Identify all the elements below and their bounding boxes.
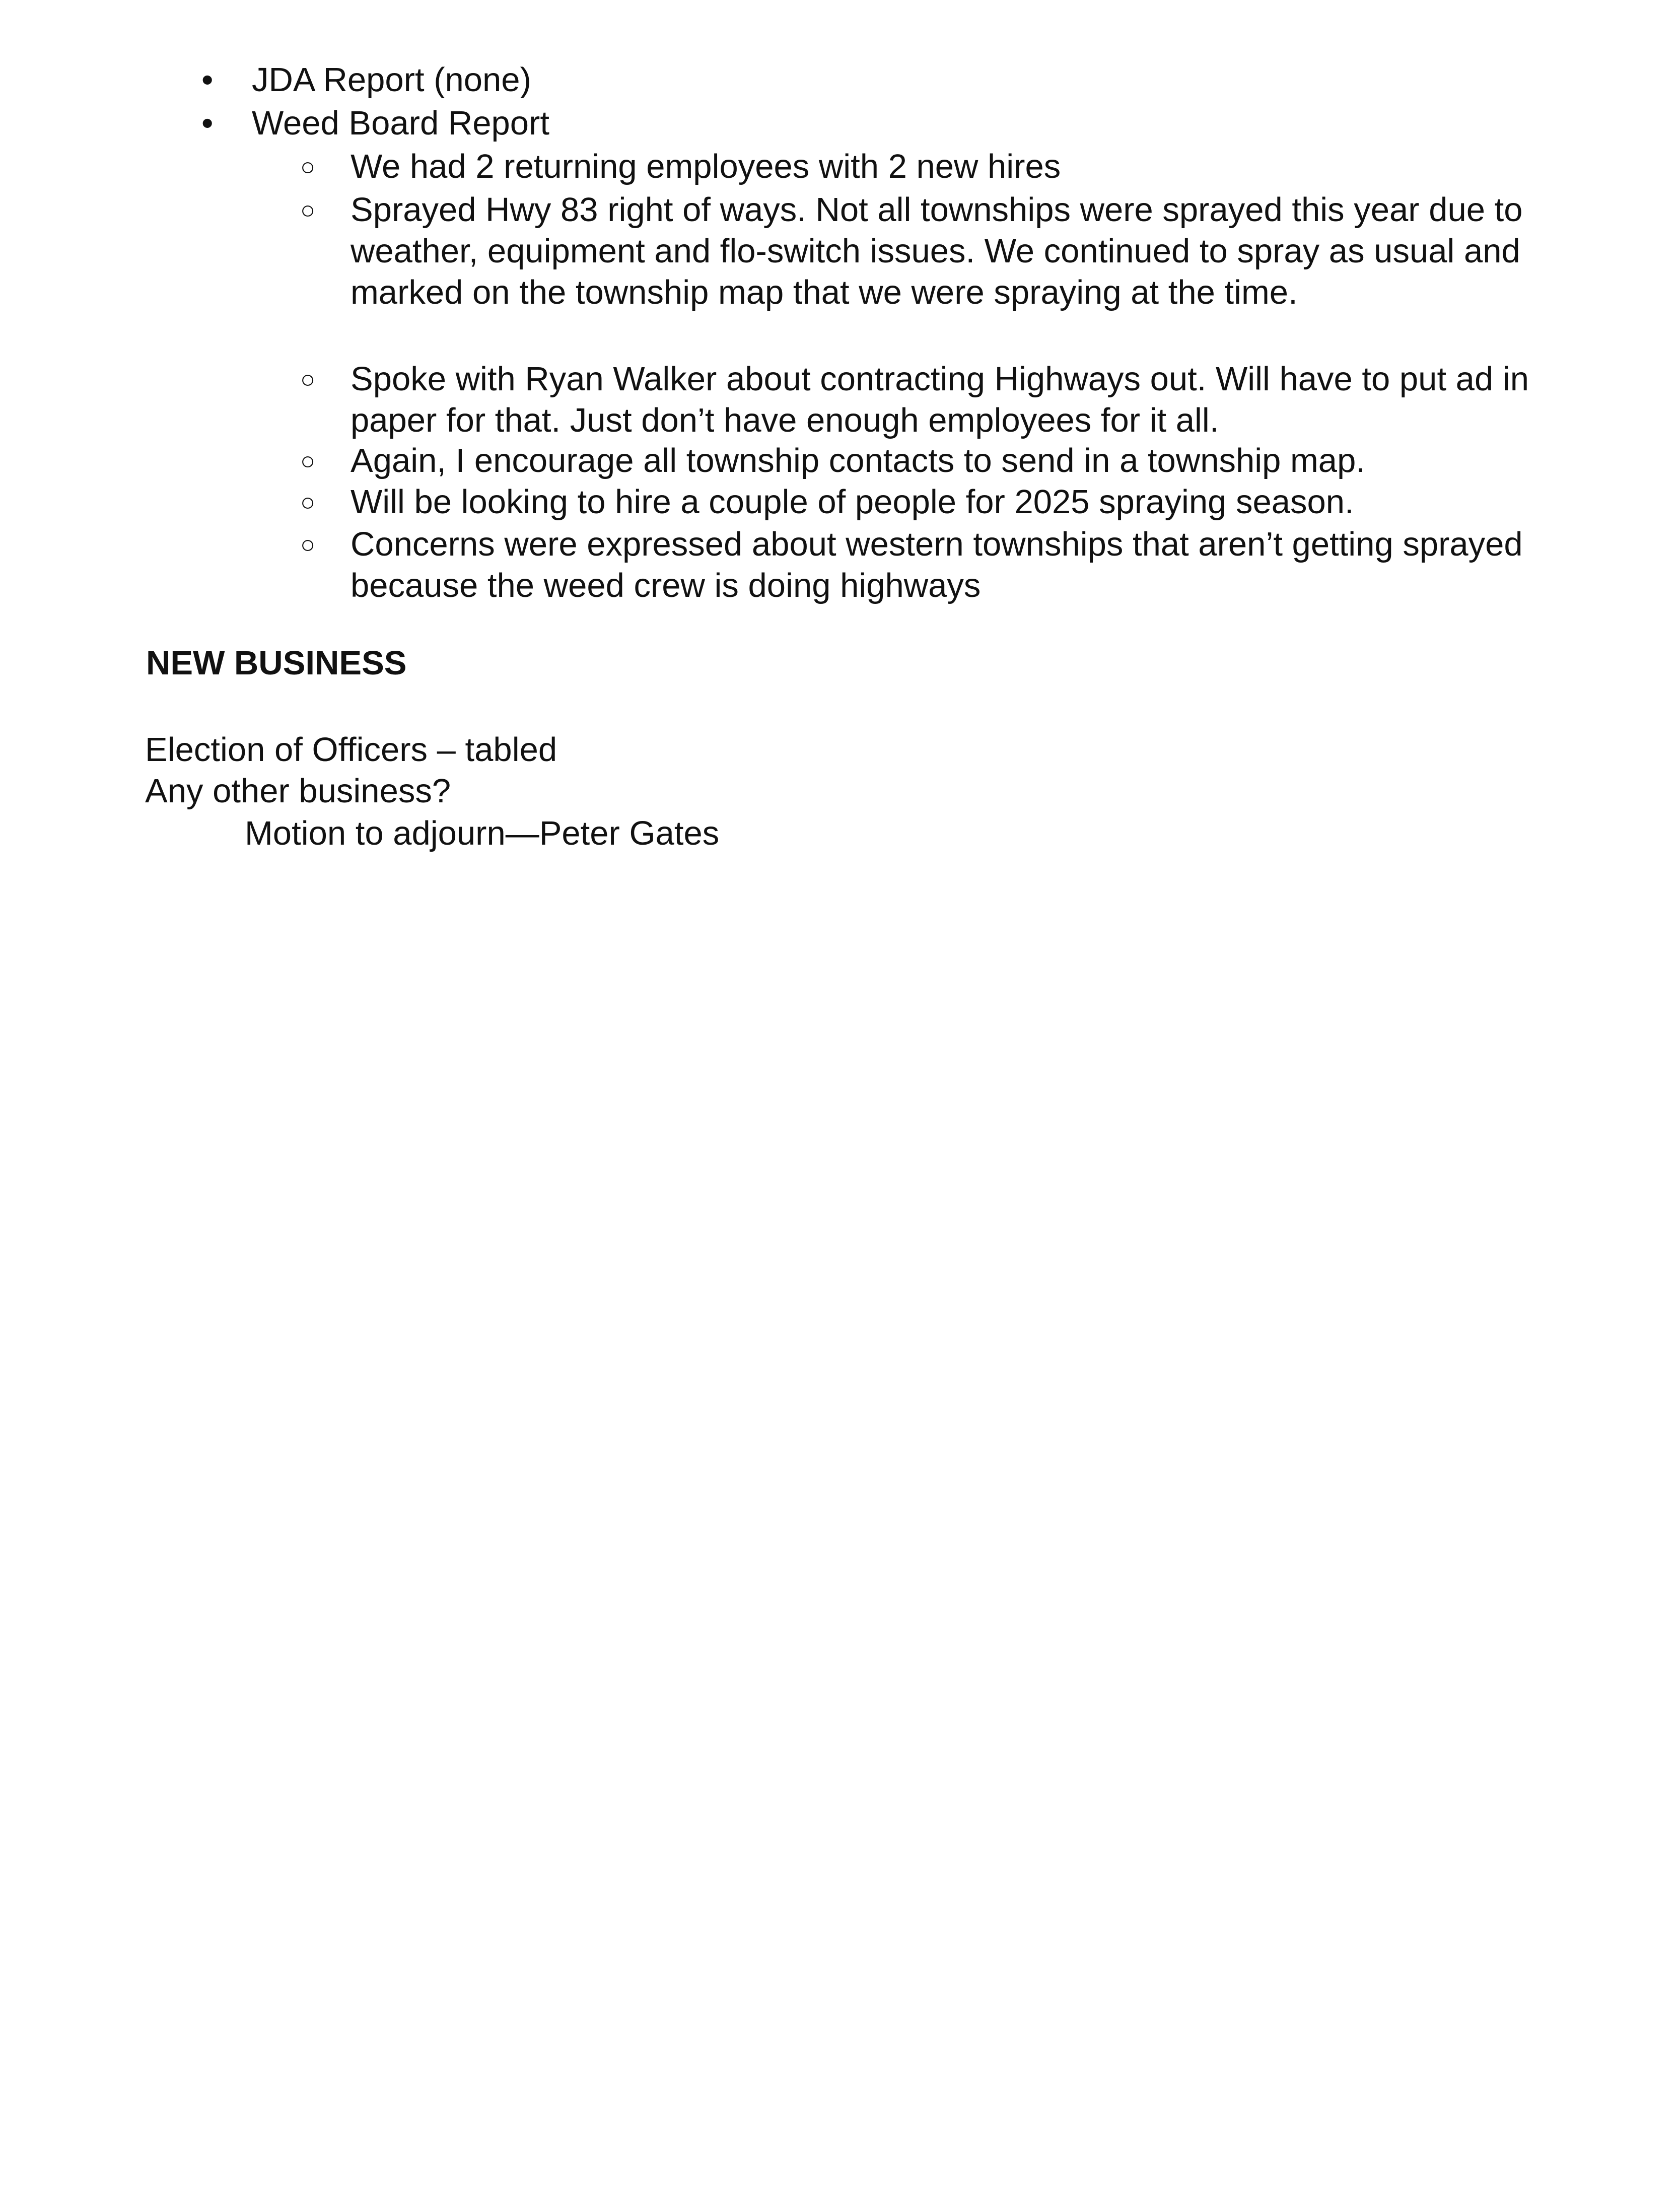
sub-item-hiring: [300, 482, 1544, 523]
sub-item-text: Sprayed Hwy 83 right of ways. Not all townships were sprayed this year due to weather, equipment and flo-switch issues. We continued to spray as usual and marked on the township map that we were spraying at the time.: [351, 191, 1523, 311]
bullet-text: JDA Report (none): [252, 61, 531, 99]
circle-bullet-icon: ○: [300, 153, 316, 181]
bullet-jda-report: [201, 59, 531, 101]
election-of-officers: Election of Officers – tabled: [145, 731, 557, 769]
bullet-text: Weed Board Report: [252, 104, 549, 142]
bullet-icon: •: [201, 104, 214, 142]
sub-item-concerns: [300, 524, 1544, 606]
section-heading-new-business: NEW BUSINESS: [146, 644, 407, 682]
sub-item-text: Concerns were expressed about western townships that aren’t getting sprayed because the weed crew is doing highways: [351, 525, 1523, 604]
circle-bullet-icon: ○: [300, 365, 316, 393]
bullet-icon: •: [201, 61, 214, 99]
sub-item-returning-employees: [300, 146, 1544, 187]
circle-bullet-icon: ○: [300, 530, 316, 559]
motion-to-adjourn: Motion to adjourn—Peter Gates: [245, 814, 720, 852]
circle-bullet-icon: ○: [300, 447, 316, 475]
sub-item-township-map: [300, 440, 1544, 482]
sub-item-text: Spoke with Ryan Walker about contracting Highways out. Will have to put ad in paper for that. Just don’t have enough employees for it all.: [351, 360, 1529, 439]
sub-item-sprayed-hwy: [300, 189, 1544, 313]
sub-item-text: Again, I encourage all township contacts to send in a township map.: [351, 442, 1365, 479]
circle-bullet-icon: ○: [300, 196, 316, 224]
any-other-business: Any other business?: [145, 772, 451, 810]
sub-item-text: Will be looking to hire a couple of people for 2025 spraying season.: [351, 483, 1354, 521]
sub-item-ryan-walker: [300, 359, 1544, 441]
circle-bullet-icon: ○: [300, 488, 316, 516]
sub-item-text: We had 2 returning employees with 2 new hires: [351, 148, 1061, 185]
bullet-weed-board-report: [201, 103, 549, 144]
